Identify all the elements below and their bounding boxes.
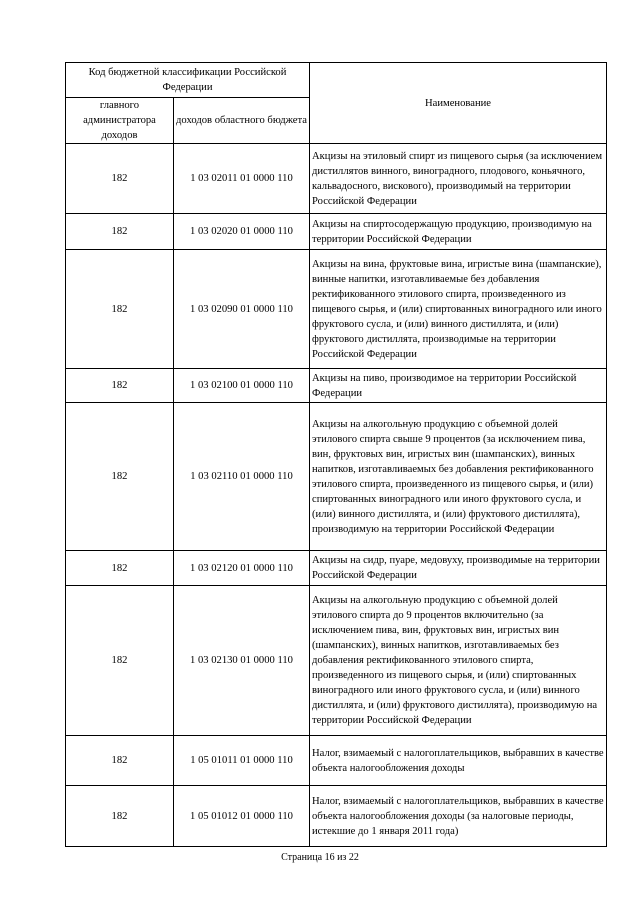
table-row (66, 369, 607, 403)
table-header-row (66, 63, 607, 98)
admin-code-cell: 182 (66, 144, 174, 214)
table-row (66, 250, 607, 369)
income-name-cell: Акцизы на вина, фруктовые вина, игристые вина (шампанские), винные напитки, изготавливаемые без добавления ректификованного этилового спирта, произведенного из пищевого сырья, и (или) спиртованных виноградного или иного фруктового сусла, и (или) винного дистиллята, и (или) фруктового дистиллята, производимые на территории Российской Федерации (310, 250, 607, 369)
income-name-cell: Акцизы на алкогольную продукцию с объемной долей этилового спирта свыше 9 процентов (за исключением пива, вин, фруктовых вин, игристых вин (шампанских), винных напитков, изготавливаемых без добавления ректификованного этилового спирта, произведенного из пищевого сырья, и (или) спиртованных виноградного или иного фруктового сусла, и (или) винного дистиллята, и (или) фруктового дистиллята), производимую на территории Российской Федерации (310, 403, 607, 551)
income-name-cell: Акцизы на сидр, пуаре, медовуху, производимые на территории Российской Федерации (310, 551, 607, 586)
table-row (66, 736, 607, 786)
income-name-cell: Акцизы на пиво, производимое на территории Российской Федерации (310, 369, 607, 403)
admin-code-cell: 182 (66, 736, 174, 786)
admin-code-cell: 182 (66, 551, 174, 586)
income-name-cell: Налог, взимаемый с налогоплательщиков, выбравших в качестве объекта налогообложения доходы (310, 736, 607, 786)
table-row (66, 551, 607, 586)
header-regional-budget-income: доходов областного бюджета (174, 98, 310, 144)
header-main-administrator: главного администратора доходов (66, 98, 174, 144)
income-code-cell: 1 05 01012 01 0000 110 (174, 786, 310, 847)
table-row (66, 214, 607, 250)
admin-code-cell: 182 (66, 369, 174, 403)
admin-code-cell: 182 (66, 403, 174, 551)
header-classification-code: Код бюджетной классификации Российской Федерации (66, 63, 310, 98)
header-name: Наименование (310, 63, 607, 144)
income-name-cell: Налог, взимаемый с налогоплательщиков, выбравших в качестве объекта налогообложения доходы (за налоговые периоды, истекшие до 1 января 2011 года) (310, 786, 607, 847)
table-row (66, 586, 607, 736)
income-code-cell: 1 03 02110 01 0000 110 (174, 403, 310, 551)
income-name-cell: Акцизы на алкогольную продукцию с объемной долей этилового спирта до 9 процентов включительно (за исключением пива, вин, фруктовых вин, игристых вин (шампанских), винных напитков, изготавливаемых без добавления ректификованного этилового спирта, произведенного из пищевого сырья, и (или) спиртованных виноградного или иного фруктового сусла, и (или) винного дистиллята, и (или) фруктового дистиллята), производимую на территории Российской Федерации (310, 586, 607, 736)
admin-code-cell: 182 (66, 786, 174, 847)
table-row (66, 144, 607, 214)
income-name-cell: Акцизы на спиртосодержащую продукцию, производимую на территории Российской Федерации (310, 214, 607, 250)
income-code-cell: 1 03 02090 01 0000 110 (174, 250, 310, 369)
table-row (66, 403, 607, 551)
admin-code-cell: 182 (66, 214, 174, 250)
income-code-cell: 1 03 02011 01 0000 110 (174, 144, 310, 214)
income-code-cell: 1 03 02020 01 0000 110 (174, 214, 310, 250)
admin-code-cell: 182 (66, 250, 174, 369)
income-name-cell: Акцизы на этиловый спирт из пищевого сырья (за исключением дистиллятов винного, виноградного, плодового, коньячного, кальвадосного, вискового), производимый на территории Российской Федерации (310, 144, 607, 214)
income-code-cell: 1 03 02100 01 0000 110 (174, 369, 310, 403)
page-number: Страница 16 из 22 (281, 852, 359, 863)
table-row (66, 786, 607, 847)
income-code-cell: 1 05 01011 01 0000 110 (174, 736, 310, 786)
admin-code-cell: 182 (66, 586, 174, 736)
income-code-cell: 1 03 02120 01 0000 110 (174, 551, 310, 586)
budget-classification-table (65, 62, 607, 847)
income-code-cell: 1 03 02130 01 0000 110 (174, 586, 310, 736)
